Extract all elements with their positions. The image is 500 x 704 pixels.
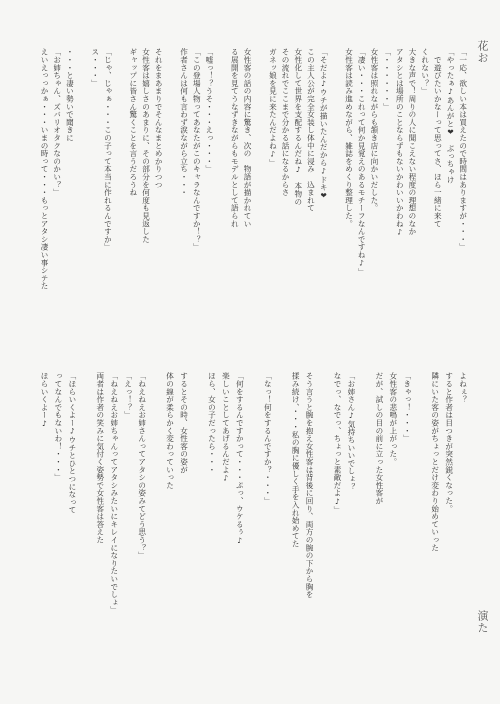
bottom-text-column: 両者は作者の笑みに気付く姿勢で女性客は答えた (95, 372, 105, 544)
bottom-text-column: ほら、女の子だったら・・・ (207, 372, 217, 474)
bottom-text-column: 揉み続け、・・・私の胸に優しく手を入れ始めてた (291, 372, 301, 548)
bottom-text-column: 女性客の悲鳴が上がった。 (388, 372, 398, 466)
top-text-column: ギャップに皆さん驚くことを言うだろうね (128, 48, 138, 197)
bottom-text-column (417, 372, 426, 674)
top-text-column: その流れでここまで分かる話になるからさ (281, 48, 291, 197)
top-text-column (256, 48, 265, 340)
top-text-column (332, 48, 341, 340)
bottom-text-column (152, 372, 161, 674)
bottom-text-column: 「ねえねえお姉ちゃんってアタシみたいにキレイになりたいでしょ」 (109, 372, 119, 614)
bottom-text-column: 隣にいた客の姿がちょっとだけ変わり始めていった (430, 372, 440, 552)
top-text-column: 「お姉ちゃん、ズバリオタクなのかい？」 (52, 48, 62, 197)
bottom-text-column: 「えっ！？」 (123, 372, 133, 419)
top-text-column: ・・・と凄い勢いで聞きに (65, 48, 75, 142)
top-text-column: 「そだよ♪ウチが描いたんだから♪ドキ❤ (319, 48, 329, 209)
top-text-column: それをまあまりでそんなまとめかりつつ (154, 48, 164, 189)
top-text-column: 女性客は照れながらも頷き店に向かいだした。 (369, 48, 379, 212)
bottom-text-column: 「なっ！何をするんですか？・・・」 (263, 372, 273, 505)
top-text-column: 「この登場人物ってあなたがこのキャラなんですか！？」 (192, 48, 202, 251)
bottom-text-column: 楽しいことしてあげるんだよ♪ (221, 372, 231, 483)
top-text-column (167, 48, 176, 340)
bottom-text-column: 「ほらいくよー♪ウチとひとつになって (67, 372, 77, 514)
top-text-column: 女性客は嬉しさのあまりに、その部分を何度も見返した (141, 48, 151, 243)
bottom-text-column: そう言うと腕を抱え女性客は背後に回り、両方の腕の下から胸を (305, 372, 315, 599)
top-text-column: 「やったぁ♪あんがと❤ ぶっちゃけ (446, 48, 455, 184)
bottom-text-column: 「お姉さん♪気持ちいいでしょ？ (346, 372, 356, 491)
top-text-column: ガネッ娘を見に来たんだよね♪」 (268, 48, 278, 167)
top-text-column: 女性客は読み進めながら、雑誌をめくり整理した。 (344, 48, 354, 228)
top-text-column (116, 48, 125, 340)
bottom-text-column: 体の線が柔らかく変わっていった (165, 372, 175, 489)
top-text-column: 女性化して世界を支配するんだね♪ 本物の (293, 48, 303, 206)
top-text-column: えいえっっかぁ・・・いまの時って・・・もっとアタシ凄い事シテた (40, 48, 49, 290)
bottom-text-column (319, 372, 328, 674)
bottom-text-column (193, 372, 202, 674)
top-text-column: 「嘘っ！？うそ・・・えっ・・・」 (204, 48, 214, 173)
top-text-column (78, 48, 87, 340)
top-text-column: 「凄い・・・これって何か見覚えのあるモチーフなんですね♪」 (357, 48, 367, 276)
top-text-column: 「一応、欲しい本は買えたので時間はありますが・・・」 (458, 48, 468, 251)
top-text-column: 大きな声で！周りの人に聞こえない程度の理想のなか (407, 48, 417, 236)
bottom-text-columns (40, 372, 468, 674)
top-text-column (218, 48, 227, 340)
top-text-column: この主人公が完全女装し体中に浸み 込まれて (306, 48, 316, 212)
bottom-text-column: ってなんでもないわ！・・・」 (53, 372, 63, 482)
bottom-text-column: 「ねえねえお姉さんってアタシの姿みてどう思う？」 (137, 372, 147, 560)
bottom-text-column: ほらいくよー♪ (40, 372, 49, 428)
bottom-text-column (361, 372, 370, 674)
bottom-text-column: なでっ、なでっ、ちょっと素敵だよ♪」 (333, 372, 343, 514)
top-text-column: で遊びたいかなーって思ってさ、ほら一緒に来て (433, 48, 443, 228)
top-text-columns (40, 48, 468, 340)
top-text-column: 作者さんは何も言わず涙ながら立ち・・・ (179, 48, 189, 197)
top-text-column: る展開を見てうなずきながらもモデルとして語られ (230, 48, 240, 228)
top-text-column: 「じゃ、じゃぁ・・・この子って本当に作れるんですか」 (103, 48, 113, 251)
bottom-text-column (249, 372, 258, 674)
bottom-text-column: だが、試しの目の前に立った女性客が (374, 372, 384, 505)
top-text-column: 「・・・・・・」 (382, 48, 392, 111)
bottom-text-column (277, 372, 286, 674)
bottom-text-column (82, 372, 91, 674)
bottom-text-column: するとその時、女性客の姿が (179, 372, 189, 474)
top-text-column: 女性客の話の内容に驚き、次の 物語が描かれてい (243, 48, 252, 228)
bottom-text-column: 「きゃっ！・・・」 (402, 372, 412, 443)
top-text-column: アタシとは場所のことならずもないかわいいかわね♪ (395, 48, 405, 237)
bottom-text-block (0, 352, 500, 704)
page-edge-mark-bottom: 演た (476, 610, 489, 634)
page-edge-mark-top: 花お (476, 40, 489, 64)
bottom-text-column: すると作者は目つきが突然鋭くなった。 (444, 372, 454, 513)
bottom-text-column: 「何をするんですかって・・・ぷっ、ウケるぅ♪ (235, 372, 245, 545)
bottom-text-column: よねぇ？ (458, 372, 468, 404)
top-text-column: ス・・・」 (90, 48, 100, 87)
top-text-column: くれない？」 (420, 48, 430, 95)
